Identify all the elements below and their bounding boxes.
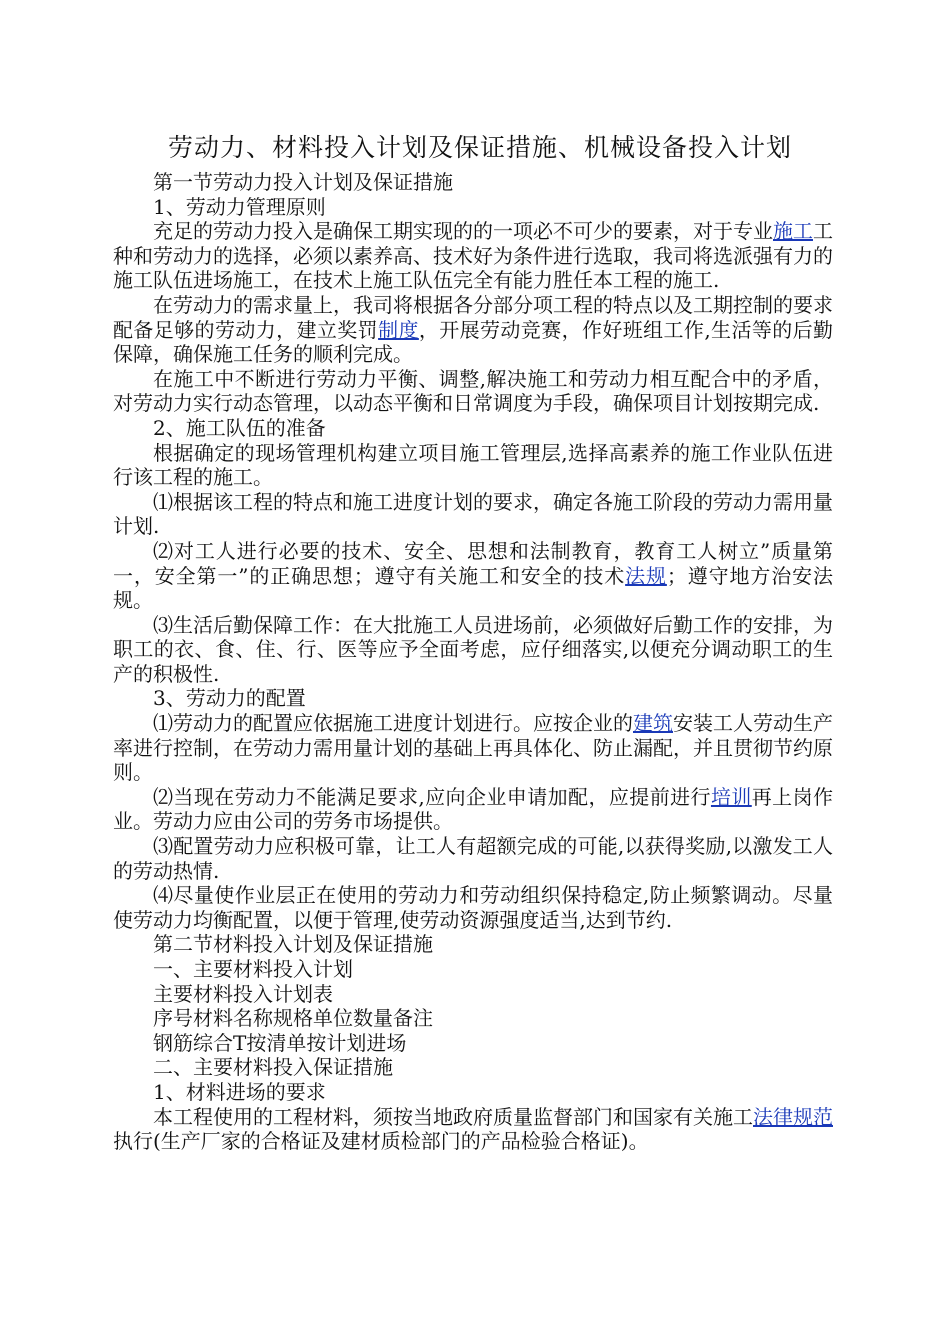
paragraph bbox=[113, 490, 833, 539]
document-page bbox=[113, 128, 833, 1154]
paragraph bbox=[113, 367, 833, 416]
paragraph bbox=[113, 613, 833, 687]
document-body bbox=[113, 170, 833, 1154]
paragraph-text: 本工程使用的工程材料，须按当地政府质量监督部门和国家有关施工 bbox=[153, 1104, 753, 1129]
inline-link[interactable]: 建筑 bbox=[633, 711, 673, 736]
paragraph-text: ⑵当现在劳动力不能满足要求,应向企业申请加配，应提前进行 bbox=[153, 784, 711, 809]
paragraph bbox=[113, 1055, 833, 1080]
paragraph-text: ，开展劳动竞赛，作好班组工作,生活等的后勤保障，确保施工任务的顺利完成。 bbox=[113, 317, 834, 367]
paragraph bbox=[113, 219, 833, 293]
paragraph-text: 在劳动力的需求量上，我司将根据各分部分项工程的特点以及工期控制的要求配备足够的劳动力，建立奖罚 bbox=[113, 292, 833, 342]
paragraph-text: 1、材料进场的要求 bbox=[153, 1079, 326, 1104]
paragraph-text: ⑴根据该工程的特点和施工进度计划的要求，确定各施工阶段的劳动力需用量计划. bbox=[113, 489, 833, 539]
paragraph-text: ⑶配置劳动力应积极可靠，让工人有超额完成的可能,以获得奖励,以激发工人的劳动热情. bbox=[113, 834, 833, 883]
paragraph-text: 根据确定的现场管理机构建立项目施工管理层,选择高素养的施工作业队伍进行该工程的施工。 bbox=[113, 440, 833, 490]
paragraph-text: 钢筋综合T按清单按计划进场 bbox=[153, 1030, 407, 1055]
paragraph bbox=[113, 785, 833, 834]
paragraph-text: 再上岗作业。劳动力应由公司的劳务市场提供。 bbox=[113, 784, 834, 834]
paragraph bbox=[113, 686, 833, 711]
paragraph-text: 安装工人劳动生产率进行控制，在劳动力需用量计划的基础上再具体化、防止漏配，并且贯彻节约原则。 bbox=[113, 711, 833, 785]
inline-link[interactable]: 法规 bbox=[625, 563, 667, 588]
paragraph bbox=[113, 1031, 833, 1056]
paragraph bbox=[113, 957, 833, 982]
paragraph-text: 序号材料名称规格单位数量备注 bbox=[153, 1006, 433, 1031]
paragraph-text: 第二节材料投入计划及保证措施 bbox=[153, 932, 433, 957]
paragraph-text: ⑵对工人进行必要的技术、安全、思想和法制教育，教育工人树立”质量第一，安全第一”的正确思想；遵守有关施工和安全的技术 bbox=[113, 538, 833, 588]
inline-link[interactable]: 施工 bbox=[773, 219, 813, 244]
paragraph bbox=[113, 1006, 833, 1031]
paragraph bbox=[113, 416, 833, 441]
paragraph bbox=[113, 834, 833, 883]
paragraph bbox=[113, 170, 833, 195]
paragraph-text: ⑷尽量使作业层正在使用的劳动力和劳动组织保持稳定,防止频繁调动。尽量使劳动力均衡配置，以便于管理,使劳动资源强度适当,达到节约. bbox=[113, 883, 833, 932]
paragraph bbox=[113, 883, 833, 932]
paragraph-text: 1、劳动力管理原则 bbox=[153, 194, 326, 219]
paragraph-text: 执行(生产厂家的合格证及建材质检部门的产品检验合格证)。 bbox=[113, 1129, 649, 1154]
paragraph-text: ；遵守地方治安法规。 bbox=[113, 563, 834, 613]
paragraph-text: 工种和劳动力的选择，必须以素养高、技术好为条件进行选取，我司将选派强有力的施工队伍进场施工，在技术上施工队伍完全有能力胜任本工程的施工. bbox=[113, 219, 833, 293]
inline-link[interactable]: 法律规范 bbox=[753, 1104, 833, 1129]
paragraph bbox=[113, 1080, 833, 1105]
paragraph-text: ⑴劳动力的配置应依据施工进度计划进行。应按企业的 bbox=[153, 711, 633, 736]
paragraph bbox=[113, 441, 833, 490]
paragraph-text: 二、主要材料投入保证措施 bbox=[153, 1055, 393, 1080]
paragraph-text: ⑶生活后勤保障工作：在大批施工人员进场前，必须做好后勤工作的安排，为职工的衣、食、住、行、医等应予全面考虑，应仔细落实,以便充分调动职工的生产的积极性. bbox=[113, 612, 833, 686]
paragraph bbox=[113, 932, 833, 957]
paragraph-text: 第一节劳动力投入计划及保证措施 bbox=[153, 170, 453, 194]
paragraph bbox=[113, 293, 833, 367]
paragraph bbox=[113, 539, 833, 613]
paragraph bbox=[113, 982, 833, 1007]
paragraph bbox=[113, 711, 833, 785]
document-title: 劳动力、材料投入计划及保证措施、机械设备投入计划 bbox=[167, 133, 792, 162]
paragraph bbox=[113, 195, 833, 220]
paragraph-text: 3、劳动力的配置 bbox=[153, 686, 306, 711]
inline-link[interactable]: 培训 bbox=[710, 784, 752, 809]
paragraph-text: 在施工中不断进行劳动力平衡、调整,解决施工和劳动力相互配合中的矛盾，对劳动力实行动态管理，以动态平衡和日常调度为手段，确保项目计划按期完成. bbox=[113, 366, 833, 416]
paragraph-text: 主要材料投入计划表 bbox=[153, 981, 333, 1006]
paragraph-text: 一、主要材料投入计划 bbox=[153, 957, 353, 981]
paragraph-text: 充足的劳动力投入是确保工期实现的的一项必不可少的要素，对于专业 bbox=[153, 219, 773, 244]
inline-link[interactable]: 制度 bbox=[378, 317, 419, 342]
paragraph bbox=[113, 1105, 833, 1154]
paragraph-text: 2、施工队伍的准备 bbox=[153, 415, 326, 440]
